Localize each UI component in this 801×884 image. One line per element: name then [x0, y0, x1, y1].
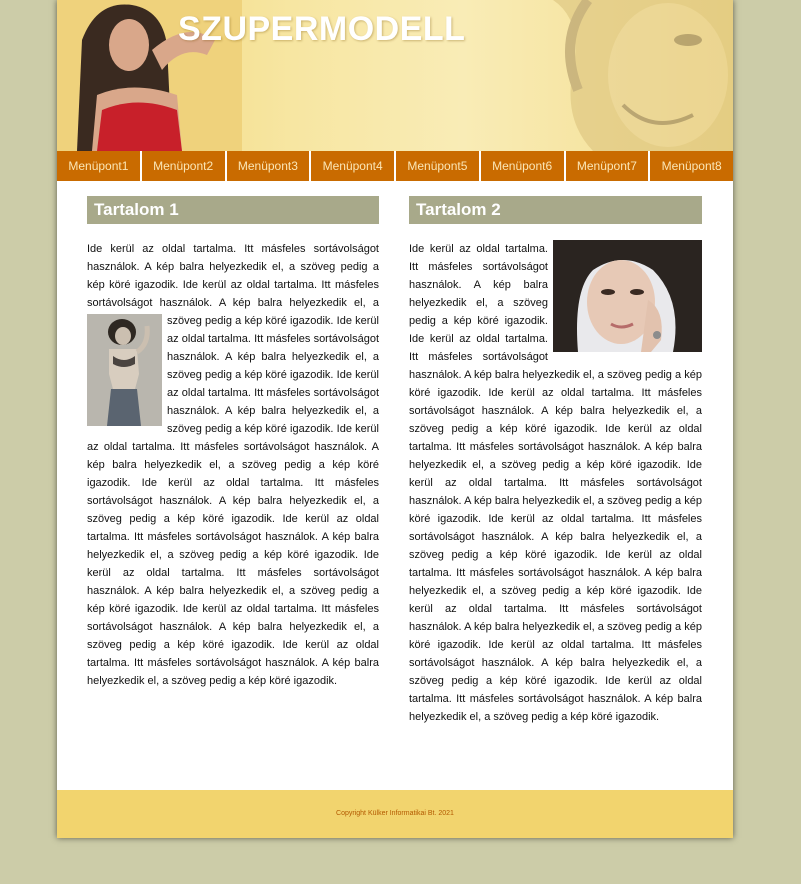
model-photo-right — [553, 0, 733, 151]
content-text-2-body: Ide kerül az oldal tartalma. Itt másfeles sortávolságot használok. A kép balra helyezkedik el, a szöveg pedig a kép köré igazodik. Ide kerül az oldal tartalma. Itt másfeles sortávolságot használok. A kép balra helyezkedik el, a szöveg pedig a kép köré igazodik. Ide kerül az oldal tartalma. Itt másfeles sortávolságot használok. A kép balra helyezkedik el, a szöveg pedig a kép köré igazodik. Ide kerül az oldal tartalma. Itt másfeles sortávolságot használok. A kép balra helyezkedik el, a szöveg pedig a kép köré igazodik. Ide kerül az oldal tartalma. Itt másfeles sortávolságot használok. A kép balra helyezkedik el, a szöveg pedig a kép köré igazodik. Ide kerül az oldal tartalma. Itt másfeles sortávolságot használok. A kép balra helyezkedik el, a szöveg pedig a kép köré igazodik. Ide kerül az oldal tartalma. Itt másfeles sortávolságot használok. A kép balra helyezkedik el, a szöveg pedig a kép köré igazodik. Ide kerül az oldal tartalma. Itt másfeles sortávolságot használok. A kép balra helyezkedik el, a szöveg pedig a kép köré igazodik. Ide kerül az oldal tartalma. Itt másfeles sortávolságot használok. A kép balra helyezkedik el, a szöveg pedig a kép köré igazodik. Ide kerül az oldal tartalma. Itt másfeles sortávolságot használok. A kép balra helyezkedik el, a szöveg pedig a kép köré igazodik. — [409, 243, 702, 723]
nav-item-6[interactable]: Menüpont6 — [481, 151, 566, 181]
model-photo-column-2 — [553, 240, 702, 352]
nav-item-5[interactable]: Menüpont5 — [396, 151, 481, 181]
content-text-1 — [87, 240, 379, 690]
nav-item-3[interactable]: Menüpont3 — [227, 151, 312, 181]
content-text-2 — [409, 240, 702, 726]
header-banner — [57, 0, 733, 151]
main-nav — [57, 151, 733, 181]
site-title: SZUPERMODELL — [178, 10, 466, 48]
nav-item-2[interactable]: Menüpont2 — [142, 151, 227, 181]
nav-item-4[interactable]: Menüpont4 — [311, 151, 396, 181]
nav-item-1[interactable]: Menüpont1 — [57, 151, 142, 181]
nav-item-8[interactable]: Menüpont8 — [650, 151, 733, 181]
content-column-1 — [87, 196, 379, 690]
nav-item-7[interactable]: Menüpont7 — [566, 151, 651, 181]
footer — [57, 790, 733, 838]
content-column-2 — [409, 196, 702, 726]
page-container — [57, 0, 733, 838]
content-text-1-part-a: Ide kerül az oldal tartalma. Itt másfeles sortávolságot használok. A kép balra helyezkedik el, a szöveg pedig a kép köré igazodik. Ide kerül az oldal tartalma. Itt másfeles sortávolságot használok. A kép balra helyezkedik el, a szöveg pedig a kép köré igazodik. — [87, 243, 379, 327]
copyright-text: Copyright Külker Informatikai Bt. 2021 — [336, 810, 454, 817]
content-heading-1: Tartalom 1 — [87, 196, 379, 224]
model-photo-column-1 — [87, 314, 162, 426]
content-text-1-part-b: Ide kerül az oldal tartalma. Itt másfeles sortávolságot használok. A kép balra helyezkedik el, a szöveg pedig a kép köré igazodik. Ide kerül az oldal tartalma. Itt másfeles sortávolságot használok. A kép balra helyezkedik el, a szöveg pedig a kép köré igazodik. Ide kerül az oldal tartalma. Itt másfeles sortávolságot használok. A kép balra helyezkedik el, a szöveg pedig a kép köré igazodik. Ide kerül az oldal tartalma. Itt másfeles sortávolságot használok. A kép balra helyezkedik el, a szöveg pedig a kép köré igazodik. Ide kerül az oldal tartalma. Itt másfeles sortávolságot használok. A kép balra helyezkedik el, a szöveg pedig a kép köré igazodik. Ide kerül az oldal tartalma. Itt másfeles sortávolságot használok. A kép balra helyezkedik el, a szöveg pedig a kép köré igazodik. Ide kerül az oldal tartalma. Itt másfeles sortávolságot használok. A kép balra helyezkedik el, a szöveg pedig a kép köré igazodik. Ide kerül az oldal tartalma. Itt másfeles sortávolságot használok. A kép balra helyezkedik el, a szöveg pedig a kép köré igazodik. — [87, 315, 379, 687]
content-heading-2: Tartalom 2 — [409, 196, 702, 224]
